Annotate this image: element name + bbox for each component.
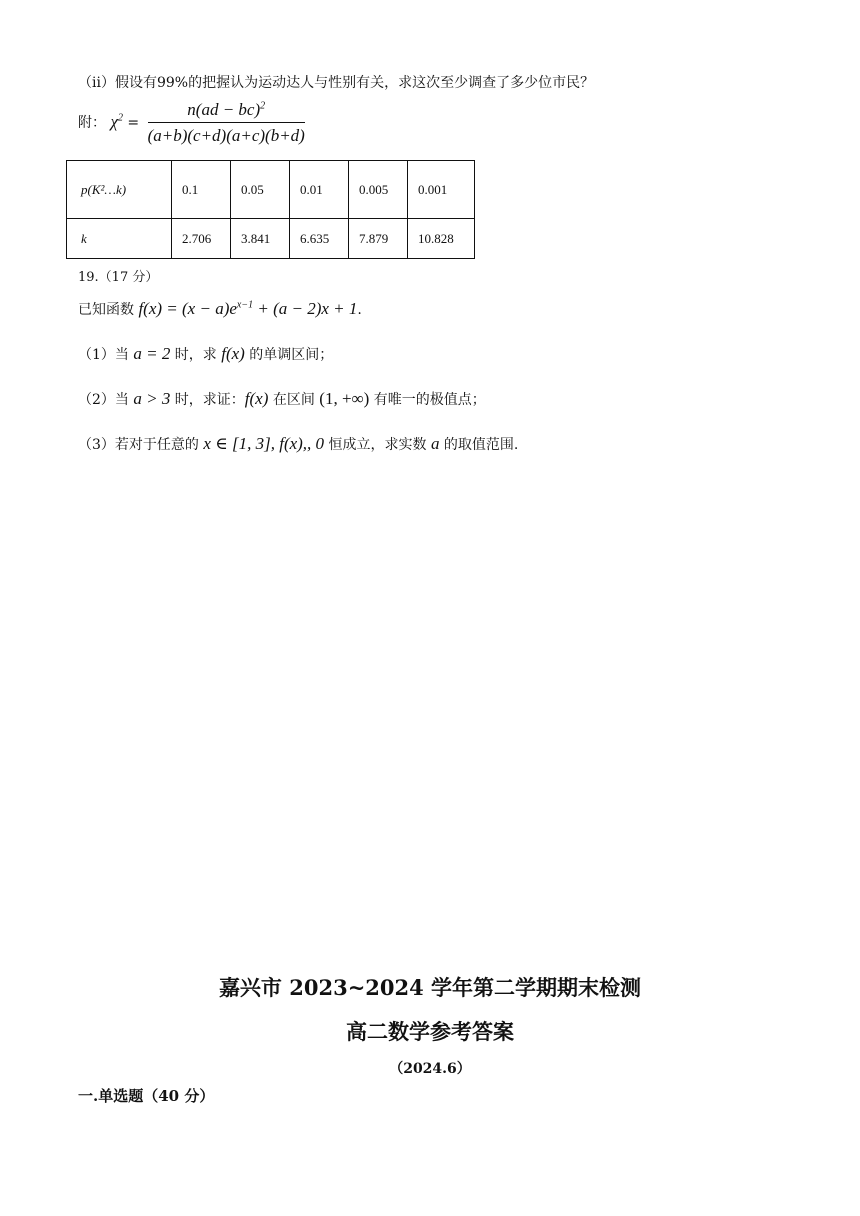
critical-value-table (66, 160, 475, 259)
table-cell: 6.635 (290, 219, 349, 259)
question-19-part-3: （3）若对于任意的 x ∈ [1, 3], f(x),, 0 恒成立，求实数 a 的取值范围. (78, 434, 519, 453)
function-definition: $f(x) = (x - a)e^{x-1} + (a - 2)x + 1$ (138, 299, 358, 318)
table-cell: 0.05 (231, 161, 290, 219)
table-row (67, 219, 475, 259)
formula-numerator: n(ad − bc)$^2$ (148, 100, 305, 123)
question-19-part-2: （2）当 a > 3 时，求证：f(x) 在区间 (1, +∞) 有唯一的极值点； (78, 389, 486, 408)
answer-title: 嘉兴市 2023~2024 学年第二学期期末检测 (218, 975, 642, 1000)
section-heading: 一.单选题（40 分） (78, 1087, 215, 1105)
table-cell: 0.1 (172, 161, 231, 219)
table-header-k: k (67, 219, 172, 259)
chi-square-formula: 附： $\chi^2$ = $\frac{n(ad - bc)^2}{(a+b)(c+d)(a+c)(b+d)}$ (78, 100, 305, 145)
table-cell: 10.828 (408, 219, 475, 259)
question-19-part-1: （1）当 a = 2 时，求 f(x) 的单调区间； (78, 344, 334, 363)
table-cell: 2.706 (172, 219, 231, 259)
table-cell: 0.005 (349, 161, 408, 219)
answer-date: （2024.6） (389, 1061, 471, 1077)
formula-denominator: (a+b)(c+d)(a+c)(b+d) (147, 126, 305, 145)
formula-fraction (148, 100, 305, 146)
table-cell: 3.841 (231, 219, 290, 259)
table-cell: 0.001 (408, 161, 475, 219)
table-cell: 0.01 (290, 161, 349, 219)
question-19-stem: 已知函数 $f(x) = (x - a)e^{x-1} + (a - 2)x + 1$. (78, 299, 362, 318)
chi-symbol: $\chi^2$ (110, 112, 123, 131)
appendix-label: 附： (78, 115, 106, 131)
table-row (67, 161, 475, 219)
table-header-p: p(K²…k) (67, 161, 172, 219)
question-18-ii: （ii）假设有99%的把握认为运动达人与性别有关，求这次至少调查了多少位市民？ (78, 75, 595, 91)
table-cell: 7.879 (349, 219, 408, 259)
answer-subtitle: 高二数学参考答案 (346, 1019, 514, 1044)
question-19-heading: 19.（17 分） (78, 270, 159, 285)
